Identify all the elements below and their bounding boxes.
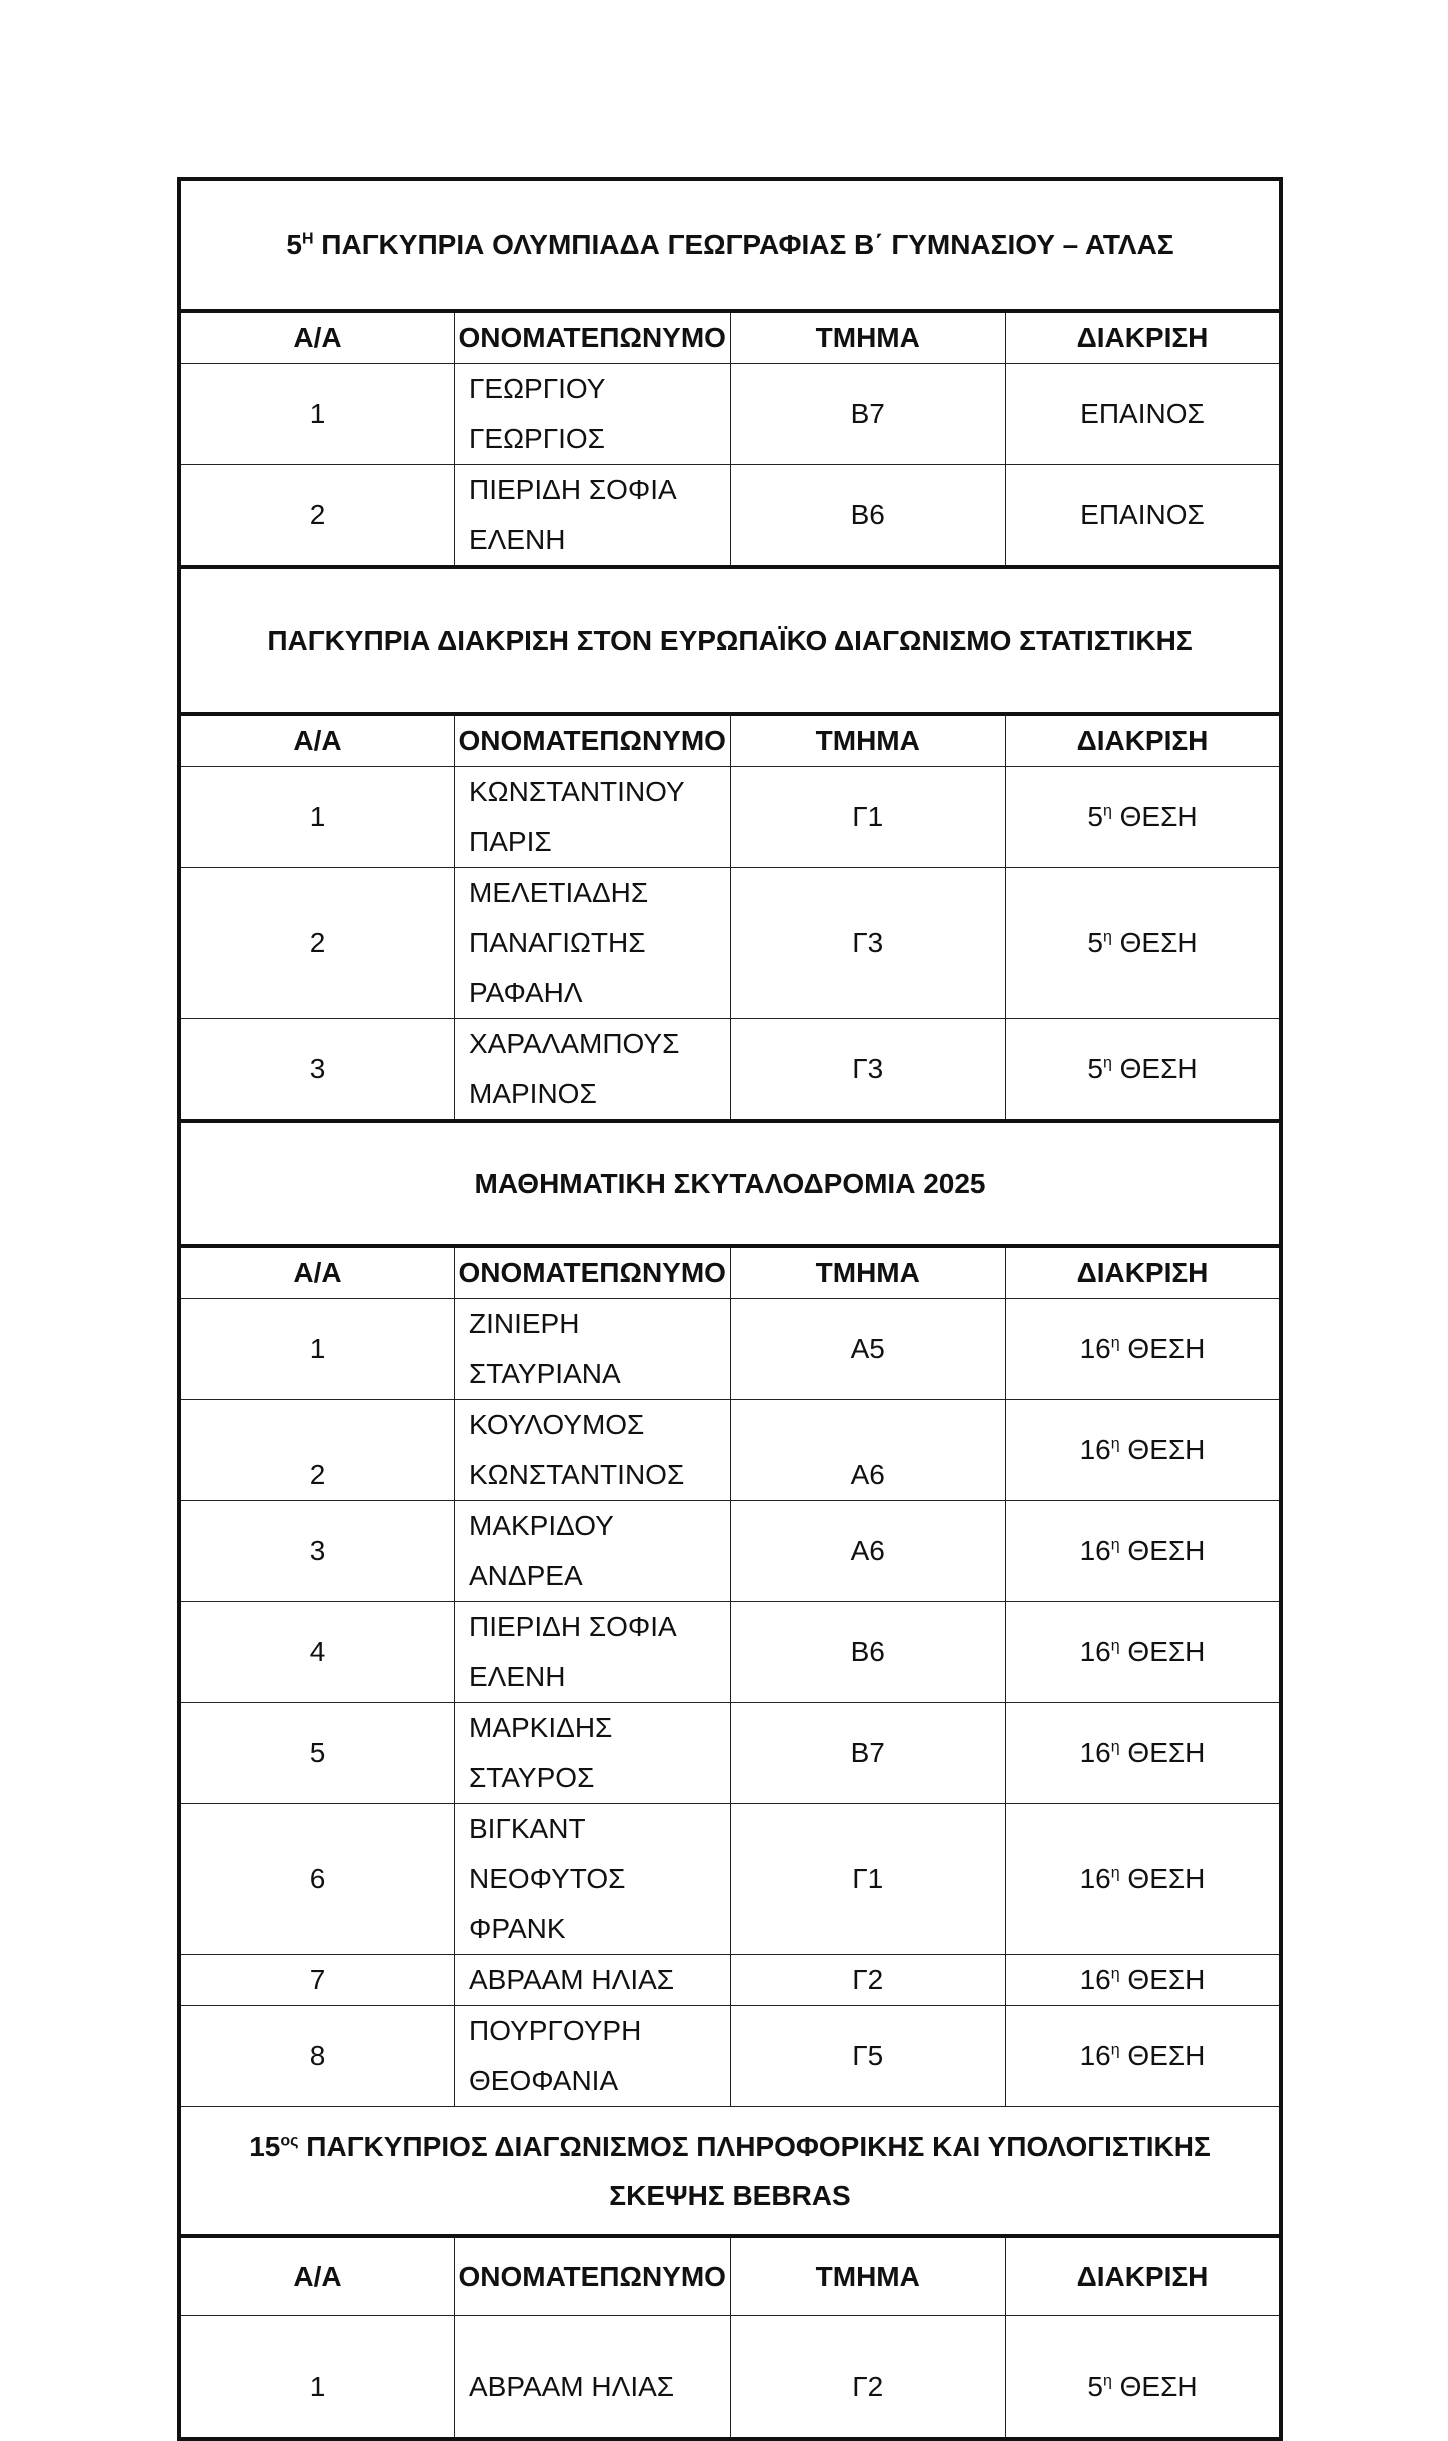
table-row bbox=[179, 1019, 1281, 1122]
header-award: ΔΙΑΚΡΙΣΗ bbox=[1006, 1246, 1282, 1299]
column-header-row bbox=[179, 2236, 1281, 2316]
header-class: ΤΜΗΜΑ bbox=[730, 714, 1006, 767]
cell-class: Β7 bbox=[730, 1703, 1006, 1804]
document-page bbox=[177, 177, 1283, 2441]
cell-class: Α6 bbox=[730, 1400, 1006, 1501]
cell-award: ΕΠΑΙΝΟΣ bbox=[1006, 465, 1282, 568]
header-name: ΟΝΟΜΑΤΕΠΩΝΥΜΟ bbox=[455, 1246, 731, 1299]
cell-aa: 1 bbox=[179, 767, 455, 868]
cell-class: Γ3 bbox=[730, 868, 1006, 1019]
table-row bbox=[179, 1501, 1281, 1602]
cell-name: ΑΒΡΑΑΜ ΗΛΙΑΣ bbox=[455, 2316, 731, 2440]
cell-name: ΜΑΡΚΙΔΗΣ ΣΤΑΥΡΟΣ bbox=[455, 1703, 731, 1804]
cell-aa: 5 bbox=[179, 1703, 455, 1804]
table-row bbox=[179, 767, 1281, 868]
column-header-row bbox=[179, 1246, 1281, 1299]
cell-name: ΠΟΥΡΓΟΥΡΗ ΘΕΟΦΑΝΙΑ bbox=[455, 2006, 731, 2107]
cell-aa: 6 bbox=[179, 1804, 455, 1955]
cell-aa: 2 bbox=[179, 1400, 455, 1501]
cell-aa: 1 bbox=[179, 1299, 455, 1400]
section-title-row bbox=[179, 1121, 1281, 1246]
section-title: $15^{o\varsigma}$ ΠΑΓΚΥΠΡΙΟΣ ΔΙΑΓΩΝΙΣΜΟΣ ΠΛΗΡΟΦΟΡΙΚΗΣ ΚΑΙ ΥΠΟΛΟΓΙΣΤΙΚΗΣ ΣΚΕΨΗΣ BEBRAS bbox=[179, 2107, 1281, 2237]
table-row bbox=[179, 1703, 1281, 1804]
table-row bbox=[179, 2316, 1281, 2440]
cell-award: $5^\eta$ ΘΕΣΗ bbox=[1006, 767, 1282, 868]
cell-name: ΠΙΕΡΙΔΗ ΣΟΦΙΑ ΕΛΕΝΗ bbox=[455, 465, 731, 568]
header-name: ΟΝΟΜΑΤΕΠΩΝΥΜΟ bbox=[455, 714, 731, 767]
cell-aa: 2 bbox=[179, 868, 455, 1019]
header-name: ΟΝΟΜΑΤΕΠΩΝΥΜΟ bbox=[455, 2236, 731, 2316]
cell-name: ΜΑΚΡΙΔΟΥ ΑΝΔΡΕΑ bbox=[455, 1501, 731, 1602]
cell-award: $5^\eta$ ΘΕΣΗ bbox=[1006, 1019, 1282, 1122]
cell-name: ΚΩΝΣΤΑΝΤΙΝΟΥ ΠΑΡΙΣ bbox=[455, 767, 731, 868]
table-row bbox=[179, 1299, 1281, 1400]
cell-class: Β6 bbox=[730, 1602, 1006, 1703]
cell-award: $16^\eta$ ΘΕΣΗ bbox=[1006, 1299, 1282, 1400]
header-award: ΔΙΑΚΡΙΣΗ bbox=[1006, 2236, 1282, 2316]
cell-award: $16^\eta$ ΘΕΣΗ bbox=[1006, 1400, 1282, 1501]
cell-name: ΚΟΥΛΟΥΜΟΣ ΚΩΝΣΤΑΝΤΙΝΟΣ bbox=[455, 1400, 731, 1501]
table-row bbox=[179, 364, 1281, 465]
header-award: ΔΙΑΚΡΙΣΗ bbox=[1006, 311, 1282, 364]
header-award: ΔΙΑΚΡΙΣΗ bbox=[1006, 714, 1282, 767]
header-class: ΤΜΗΜΑ bbox=[730, 1246, 1006, 1299]
column-header-row bbox=[179, 714, 1281, 767]
table-row bbox=[179, 2006, 1281, 2107]
cell-class: Γ3 bbox=[730, 1019, 1006, 1122]
cell-aa: 2 bbox=[179, 465, 455, 568]
cell-name: ΧΑΡΑΛΑΜΠΟΥΣ ΜΑΡΙΝΟΣ bbox=[455, 1019, 731, 1122]
header-class: ΤΜΗΜΑ bbox=[730, 2236, 1006, 2316]
cell-name: ΠΙΕΡΙΔΗ ΣΟΦΙΑ ΕΛΕΝΗ bbox=[455, 1602, 731, 1703]
cell-award: $5^\eta$ ΘΕΣΗ bbox=[1006, 868, 1282, 1019]
table-row bbox=[179, 1602, 1281, 1703]
header-aa: Α/Α bbox=[179, 311, 455, 364]
cell-aa: 1 bbox=[179, 364, 455, 465]
header-aa: Α/Α bbox=[179, 2236, 455, 2316]
section-title-row bbox=[179, 567, 1281, 714]
cell-aa: 7 bbox=[179, 1955, 455, 2006]
cell-class: Γ2 bbox=[730, 1955, 1006, 2006]
header-class: ΤΜΗΜΑ bbox=[730, 311, 1006, 364]
cell-aa: 3 bbox=[179, 1501, 455, 1602]
cell-aa: 8 bbox=[179, 2006, 455, 2107]
section-title: ΜΑΘΗΜΑΤΙΚΗ ΣΚΥΤΑΛΟΔΡΟΜΙΑ 2025 bbox=[179, 1121, 1281, 1246]
cell-class: Γ1 bbox=[730, 1804, 1006, 1955]
cell-aa: 1 bbox=[179, 2316, 455, 2440]
table-row bbox=[179, 1955, 1281, 2006]
table-row bbox=[179, 1804, 1281, 1955]
cell-class: Β7 bbox=[730, 364, 1006, 465]
cell-name: ΜΕΛΕΤΙΑΔΗΣ ΠΑΝΑΓΙΩΤΗΣ ΡΑΦΑΗΛ bbox=[455, 868, 731, 1019]
cell-class: Β6 bbox=[730, 465, 1006, 568]
cell-class: Γ1 bbox=[730, 767, 1006, 868]
cell-class: Α6 bbox=[730, 1501, 1006, 1602]
column-header-row bbox=[179, 311, 1281, 364]
table-row bbox=[179, 1400, 1281, 1501]
section-title-row bbox=[179, 179, 1281, 311]
header-aa: Α/Α bbox=[179, 1246, 455, 1299]
cell-class: Γ2 bbox=[730, 2316, 1006, 2440]
cell-name: ΓΕΩΡΓΙΟΥ ΓΕΩΡΓΙΟΣ bbox=[455, 364, 731, 465]
cell-name: ΖΙΝΙΕΡΗ ΣΤΑΥΡΙΑΝΑ bbox=[455, 1299, 731, 1400]
table-row bbox=[179, 465, 1281, 568]
cell-award: $16^\eta$ ΘΕΣΗ bbox=[1006, 1501, 1282, 1602]
section-title-row bbox=[179, 2107, 1281, 2237]
cell-name: ΑΒΡΑΑΜ ΗΛΙΑΣ bbox=[455, 1955, 731, 2006]
header-aa: Α/Α bbox=[179, 714, 455, 767]
header-name: ΟΝΟΜΑΤΕΠΩΝΥΜΟ bbox=[455, 311, 731, 364]
cell-name: ΒΙΓΚΑΝΤ ΝΕΟΦΥΤΟΣ ΦΡΑΝΚ bbox=[455, 1804, 731, 1955]
section-title: ΠΑΓΚΥΠΡΙΑ ΔΙΑΚΡΙΣΗ ΣΤΟΝ ΕΥΡΩΠΑΪΚΟ ΔΙΑΓΩΝΙΣΜΟ ΣΤΑΤΙΣΤΙΚΗΣ bbox=[179, 567, 1281, 714]
awards-table bbox=[177, 177, 1283, 2441]
cell-award: $16^\eta$ ΘΕΣΗ bbox=[1006, 1602, 1282, 1703]
cell-aa: 4 bbox=[179, 1602, 455, 1703]
cell-award: $16^\eta$ ΘΕΣΗ bbox=[1006, 1804, 1282, 1955]
cell-award: ΕΠΑΙΝΟΣ bbox=[1006, 364, 1282, 465]
cell-class: Γ5 bbox=[730, 2006, 1006, 2107]
cell-class: Α5 bbox=[730, 1299, 1006, 1400]
table-row bbox=[179, 868, 1281, 1019]
cell-award: $5^\eta$ ΘΕΣΗ bbox=[1006, 2316, 1282, 2440]
section-title: $5^H$ ΠΑΓΚΥΠΡΙΑ ΟΛΥΜΠΙΑΔΑ ΓΕΩΓΡΑΦΙΑΣ Β΄ ΓΥΜΝΑΣΙΟΥ – ΑΤΛΑΣ bbox=[179, 179, 1281, 311]
cell-aa: 3 bbox=[179, 1019, 455, 1122]
cell-award: $16^\eta$ ΘΕΣΗ bbox=[1006, 2006, 1282, 2107]
cell-award: $16^\eta$ ΘΕΣΗ bbox=[1006, 1703, 1282, 1804]
cell-award: $16^\eta$ ΘΕΣΗ bbox=[1006, 1955, 1282, 2006]
